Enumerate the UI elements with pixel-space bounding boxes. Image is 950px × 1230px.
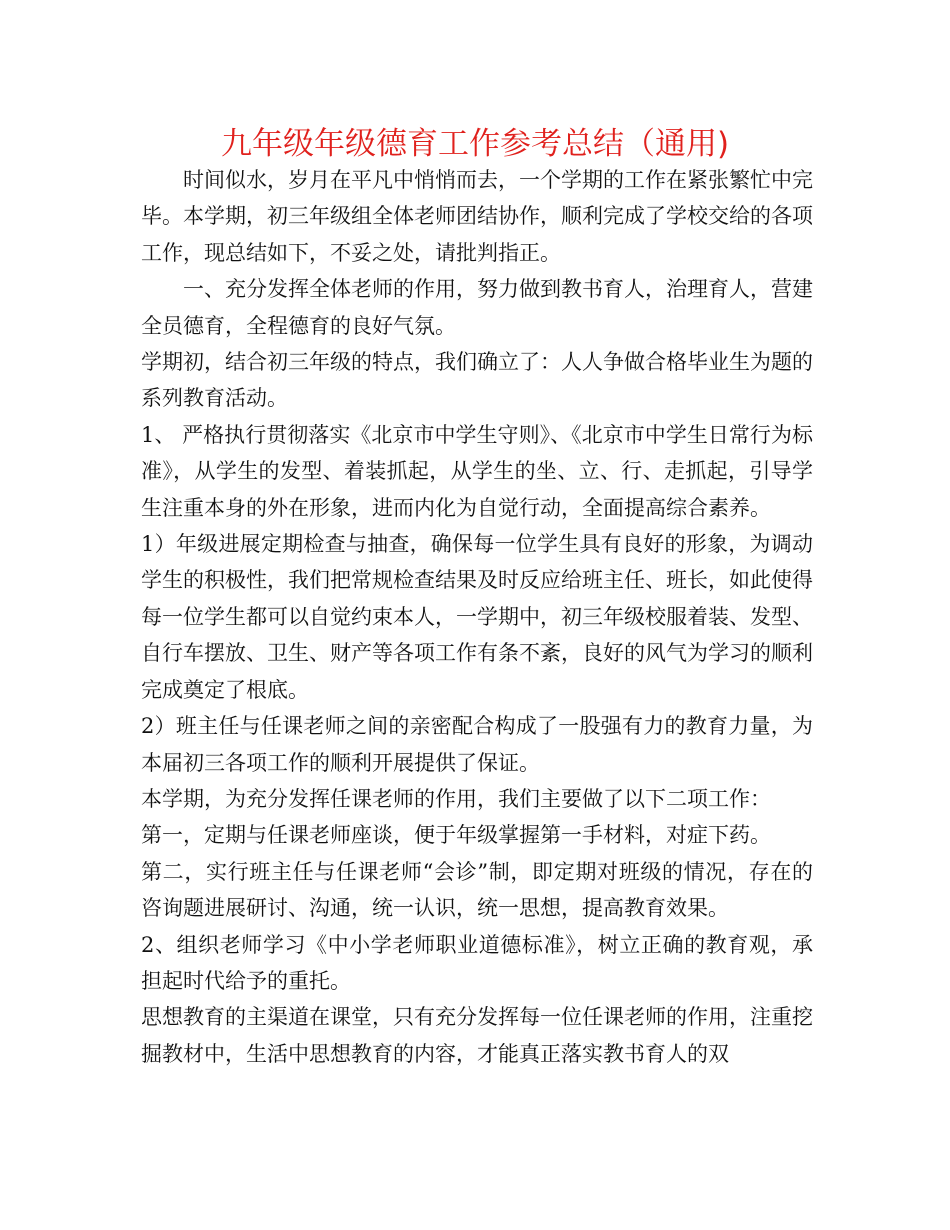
document-title: 九年级年级德育工作参考总结（通用): [220, 126, 730, 162]
paragraph-first: 第一，定期与任课老师座谈，便于年级掌握第一手材料，对症下药。: [141, 823, 771, 848]
paragraph-this-semester: 本学期，为充分发挥任课老师的作用，我们主要做了以下二项工作：: [141, 786, 771, 811]
paragraph-item-2: 2、组织老师学习《中小学老师职业道德标准》，树立正确的教育观，承担起时代给予的重托。: [141, 932, 813, 993]
paragraph-subitem-1: 1）年级进展定期检查与抽查，确保每一位学生具有良好的形象，为调动学生的积极性，我们把常规检查结果及时反应给班主任、班长，如此使得每一位学生都可以自觉约束本人，一学期中，初三年级校服着装、发型、自行车摆放、卫生、财产等各项工作有条不紊，良好的风气为学习的顺利完成奠定了根底。: [141, 532, 813, 702]
paragraph-subitem-2: 2）班主任与任课老师之间的亲密配合构成了一股强有力的教育力量，为本届初三各项工作的顺利开展提供了保证。: [141, 714, 813, 775]
paragraph-classroom: 思想教育的主渠道在课堂，只有充分发挥每一位任课老师的作用，注重挖掘教材中，生活中思想教育的内容，才能真正落实教书育人的双: [141, 1005, 813, 1066]
paragraph-intro: 时间似水，岁月在平凡中悄悄而去，一个学期的工作在紧张繁忙中完毕。本学期，初三年级组全体老师团结协作，顺利完成了学校交给的各项工作，现总结如下，不妥之处，请批判指正。: [141, 168, 813, 265]
paragraph-second: 第二，实行班主任与任课老师“会诊”制，即定期对班级的情况，存在的咨询题进展研讨、沟通，统一认识，统一思想，提高教育效果。: [141, 859, 813, 921]
paragraph-item-1: 1、 严格执行贯彻落实《北京市中学生守则》、《北京市中学生日常行为标准》，从学生的发型、着装抓起，从学生的坐、立、行、走抓起，引导学生注重本身的外在形象，进而内化为自觉行动，全面提高综合素养。: [141, 422, 813, 520]
paragraph-section-one-heading: 一、充分发挥全体老师的作用，努力做到教书育人，治理育人，营建全员德育，全程德育的良好气氛。: [141, 277, 813, 338]
paragraph-semester-start: 学期初，结合初三年级的特点，我们确立了：人人争做合格毕业生为题的系列教育活动。: [141, 350, 813, 411]
document-body: [141, 162, 813, 1072]
